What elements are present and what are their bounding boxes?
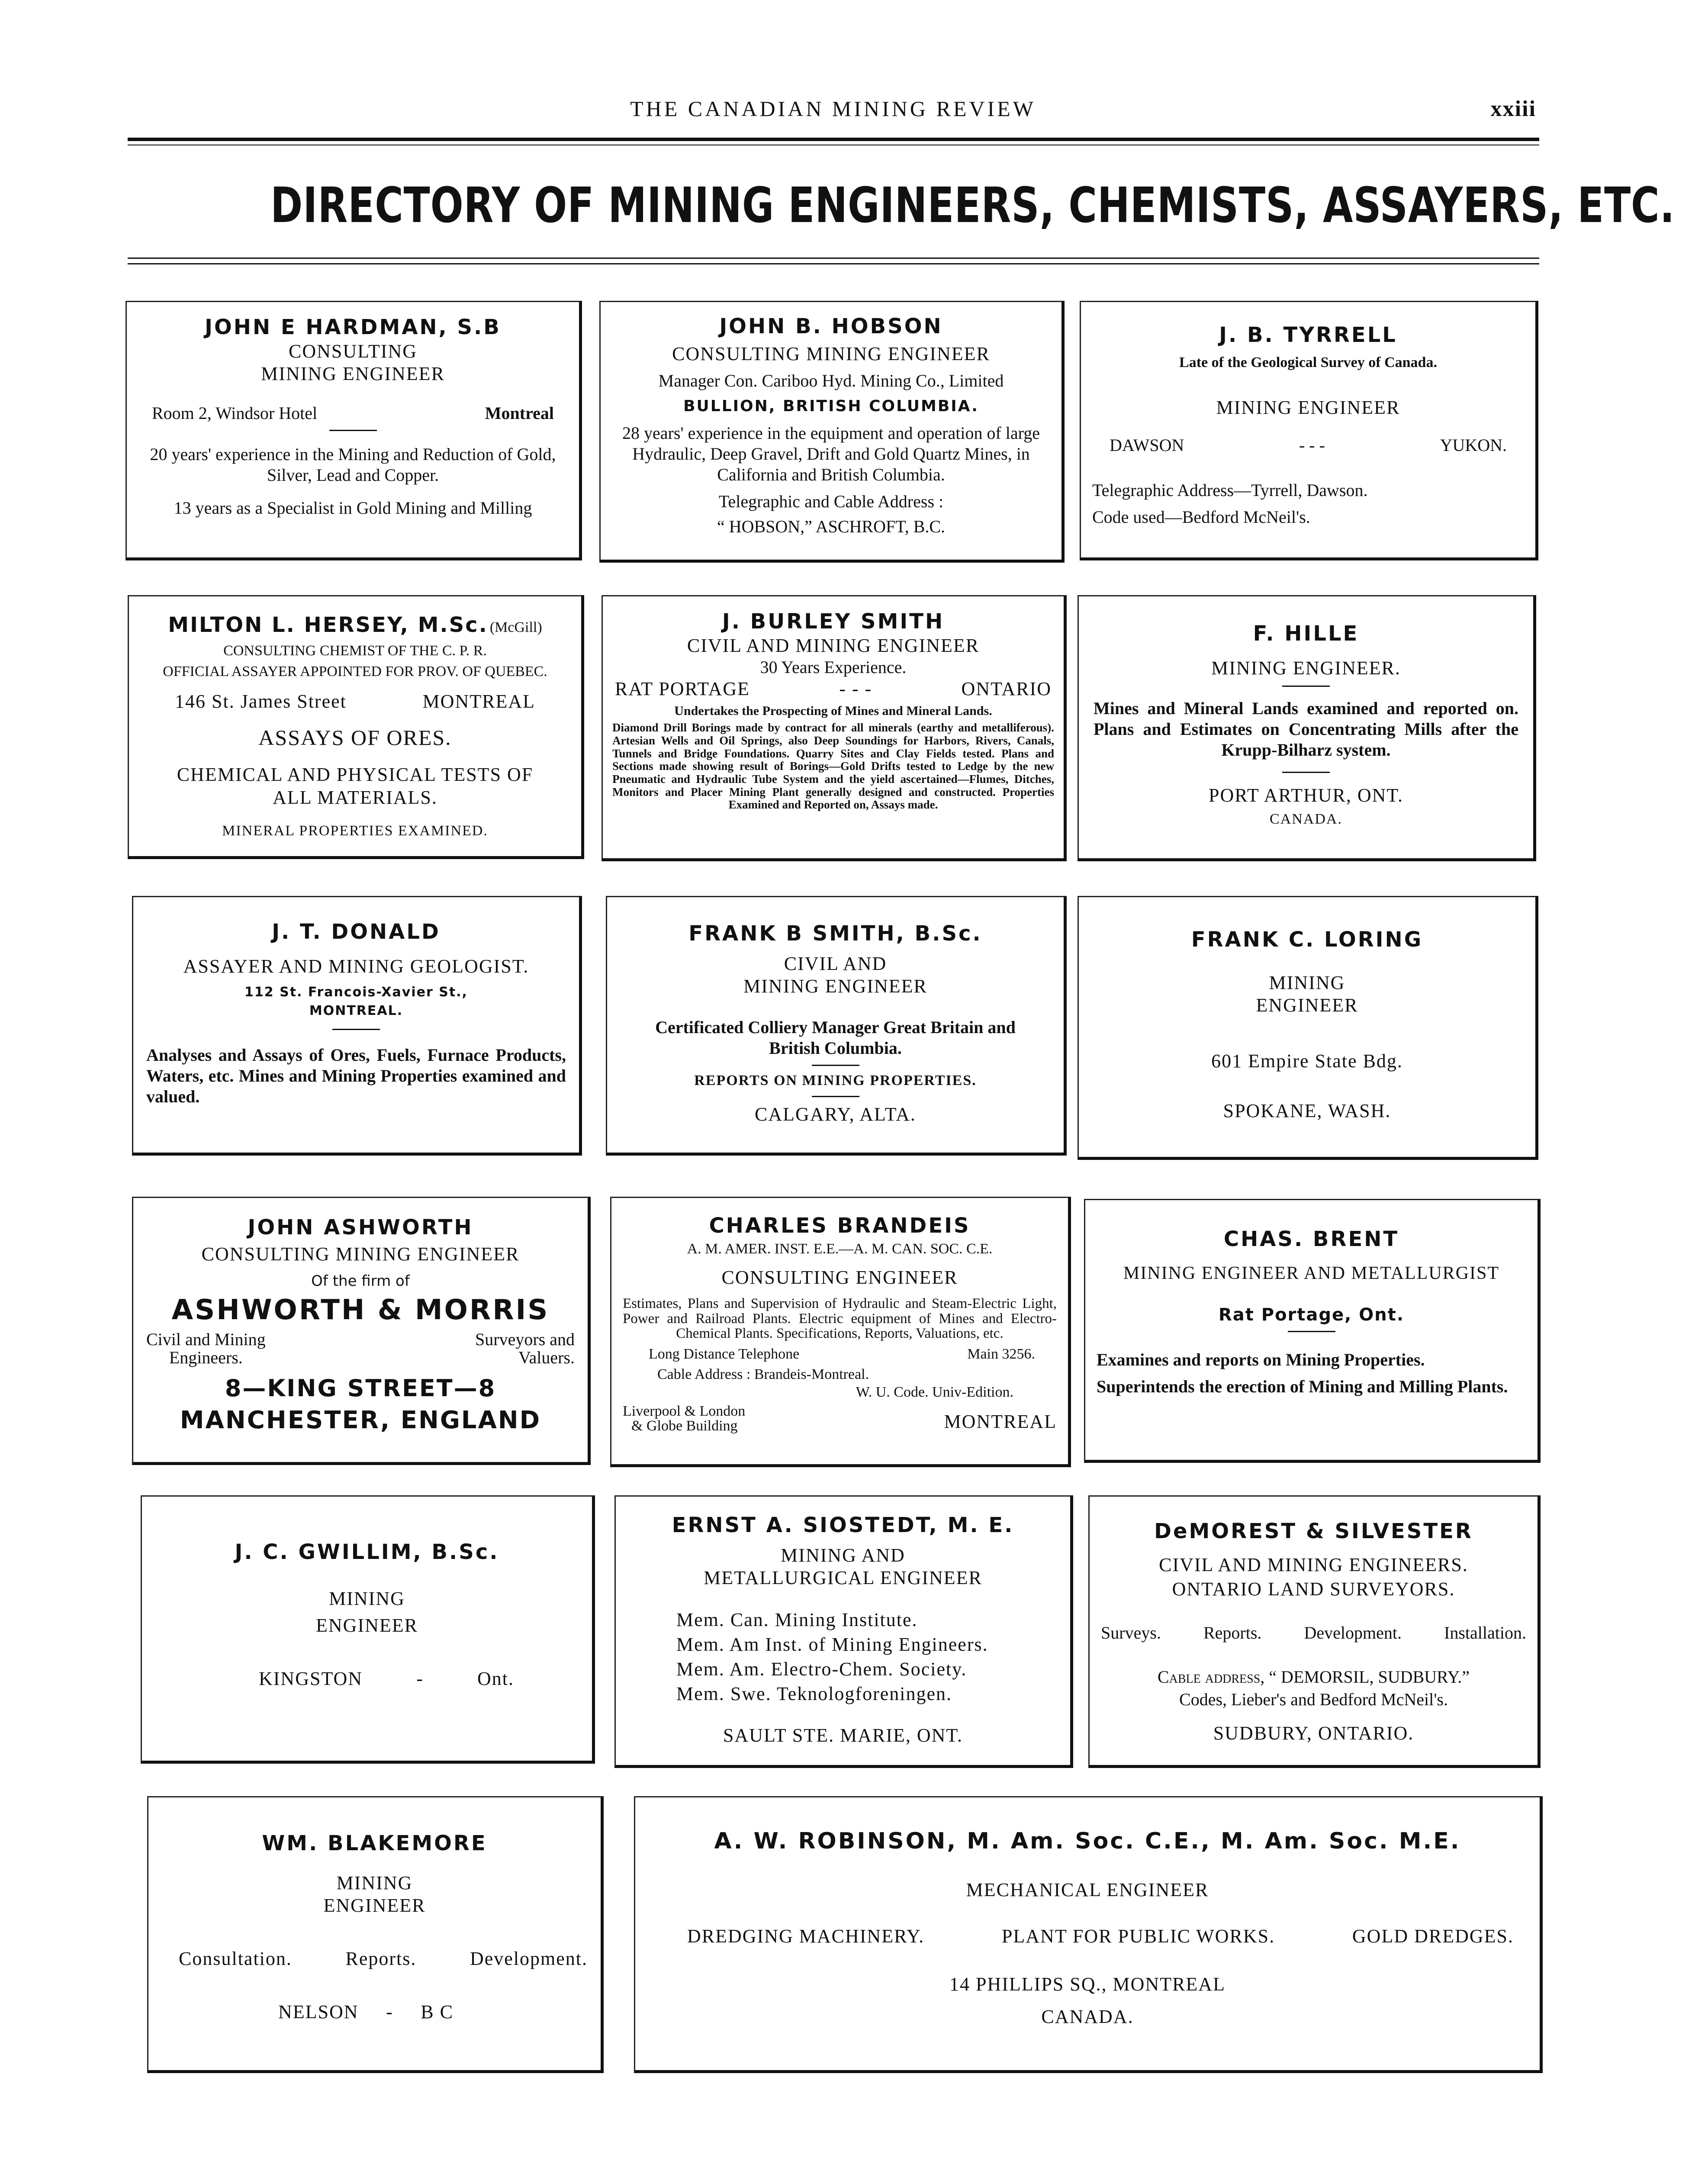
card-street: 112 St. Francois-Xavier St., xyxy=(244,985,468,1000)
card-title: CONSULTING ENGINEER xyxy=(721,1267,958,1288)
card-specialist: 13 years as a Specialist in Gold Mining and Milling xyxy=(174,498,532,518)
card-title: CIVIL AND MINING ENGINEERS. xyxy=(1159,1554,1468,1575)
card-membership: Mem. Am Inst. of Mining Engineers. xyxy=(676,1633,988,1655)
card-location-row xyxy=(612,678,1054,701)
card-name: J. B. TYRRELL xyxy=(1219,323,1397,347)
card-separator: - xyxy=(416,1668,424,1690)
card-brandeis xyxy=(610,1197,1071,1467)
card-street: 8—KING STREET—8 xyxy=(225,1375,496,1402)
card-role-line: Surveyors and xyxy=(475,1330,575,1349)
card-memberships: A. M. AMER. INST. E.E.—A. M. CAN. SOC. C.E. xyxy=(687,1240,993,1257)
card-country: CANADA. xyxy=(1041,2006,1134,2027)
card-cable-label: Telegraphic and Cable Address : xyxy=(718,492,944,512)
card-province: B C xyxy=(421,2001,454,2022)
card-title: ENGINEER xyxy=(316,1615,418,1636)
card-city: KINGSTON xyxy=(259,1668,363,1690)
card-title: ENGINEER xyxy=(1256,995,1358,1016)
divider xyxy=(1282,772,1330,773)
card-robinson xyxy=(634,1796,1543,2073)
card-city: PORT ARTHUR, ONT. xyxy=(1208,785,1404,806)
card-title: MINING AND xyxy=(781,1544,905,1566)
card-title: CONSULTING MINING ENGINEER xyxy=(201,1243,520,1265)
card-title: ONTARIO LAND SURVEYORS. xyxy=(1172,1578,1455,1600)
card-building-line: & Globe Building xyxy=(631,1417,738,1434)
card-building-line: Liverpool & London xyxy=(623,1403,746,1419)
card-location: Rat Portage, Ont. xyxy=(1218,1304,1405,1325)
card-address: 14 PHILLIPS SQ., MONTREAL xyxy=(949,1973,1226,1995)
card-loring xyxy=(1078,896,1538,1160)
card-firm-label: Of the firm of xyxy=(311,1272,410,1290)
running-header xyxy=(130,96,1536,126)
card-city: DAWSON xyxy=(1110,435,1184,455)
card-title: ASSAYER AND MINING GEOLOGIST. xyxy=(183,955,529,977)
card-line: Superintends the erection of Mining and Milling Plants. xyxy=(1097,1376,1508,1396)
card-demorest xyxy=(1088,1495,1541,1768)
card-title: ENGINEER xyxy=(323,1895,426,1916)
card-location-row xyxy=(161,2001,588,2024)
card-codes: Codes, Lieber's and Bedford McNeil's. xyxy=(1179,1690,1448,1710)
card-assays: ASSAYS OF ORES. xyxy=(258,725,452,750)
divider xyxy=(1282,686,1330,687)
card-city: NELSON xyxy=(278,2001,359,2022)
card-role-line: Valuers. xyxy=(518,1348,575,1368)
card-hobson xyxy=(599,301,1065,563)
card-service: Reports. xyxy=(345,1948,417,1970)
card-role-left xyxy=(146,1330,266,1367)
card-name: CHARLES BRANDEIS xyxy=(709,1214,971,1238)
card-address-row xyxy=(140,690,570,713)
divider xyxy=(812,1065,859,1066)
card-title: MINING xyxy=(336,1872,413,1894)
card-location: BULLION, BRITISH COLUMBIA. xyxy=(683,397,979,415)
card-position: Manager Con. Cariboo Hyd. Mining Co., Limited xyxy=(658,371,1004,391)
card-tyrrell xyxy=(1080,301,1538,560)
card-territory: YUKON. xyxy=(1440,435,1507,455)
card-name: F. HILLE xyxy=(1253,622,1359,646)
card-frank-smith xyxy=(606,896,1067,1156)
card-title: MINING ENGINEER xyxy=(1216,397,1400,419)
card-title: CONSULTING xyxy=(288,340,418,362)
card-firm-roles xyxy=(146,1330,575,1367)
card-name: JOHN ASHWORTH xyxy=(248,1215,473,1240)
card-address: Room 2, Windsor Hotel xyxy=(152,403,318,423)
card-title: CIVIL AND MINING ENGINEER xyxy=(687,634,980,656)
card-building-row xyxy=(623,1404,1057,1433)
card-city: SAULT STE. MARIE, ONT. xyxy=(723,1725,963,1746)
card-undertakes: Undertakes the Prospecting of Mines and Mineral Lands. xyxy=(674,704,992,718)
card-name: JOHN E HARDMAN, S.B xyxy=(205,315,501,339)
card-burley-smith xyxy=(601,595,1067,861)
card-title: MINING ENGINEER AND METALLURGIST xyxy=(1123,1263,1500,1283)
header-rule xyxy=(128,138,1539,145)
card-telephone-row xyxy=(623,1346,1057,1363)
page-number: xxiii xyxy=(1490,97,1536,121)
card-hardman xyxy=(125,301,582,560)
card-degree-note: (McGill) xyxy=(489,619,542,635)
card-title: MINING xyxy=(329,1588,405,1609)
card-line: Examines and reports on Mining Properties. xyxy=(1097,1349,1425,1369)
card-role-right xyxy=(475,1330,575,1367)
card-city: MONTREAL xyxy=(944,1410,1057,1432)
card-separator: - - - xyxy=(1299,435,1325,455)
card-city: MANCHESTER, ENGLAND xyxy=(180,1406,541,1435)
card-siostedt xyxy=(614,1495,1073,1768)
card-service: Development. xyxy=(470,1948,588,1970)
card-name: FRANK B SMITH, B.Sc. xyxy=(688,921,982,946)
card-role-line: Civil and Mining xyxy=(146,1330,266,1349)
card-reports: REPORTS ON MINING PROPERTIES. xyxy=(694,1072,977,1089)
card-former: Late of the Geological Survey of Canada. xyxy=(1179,354,1437,370)
card-city: MONTREAL. xyxy=(309,1003,403,1019)
card-town: RAT PORTAGE xyxy=(615,678,750,700)
card-body: Analyses and Assays of Ores, Fuels, Furnace Products, Waters, etc. Mines and Mining Properties examined and valued. xyxy=(146,1045,566,1107)
card-telephone: Main 3256. xyxy=(967,1346,1035,1362)
card-city: SUDBURY, ONTARIO. xyxy=(1213,1723,1414,1744)
card-title: MINING xyxy=(1269,972,1345,993)
card-city: CALGARY, ALTA. xyxy=(755,1103,916,1125)
card-telephone-label: Long Distance Telephone xyxy=(649,1346,800,1362)
title-rule xyxy=(128,258,1539,264)
divider xyxy=(812,1096,859,1097)
card-address-row xyxy=(139,403,567,424)
card-location-row xyxy=(155,1668,579,1691)
card-certificate: Certificated Colliery Manager Great Britain and British Columbia. xyxy=(655,1018,1016,1058)
card-title: MINING ENGINEER xyxy=(261,363,445,385)
card-services: Diamond Drill Borings made by contract for all minerals (earthy and metalliferous). Artesian Wells and Oil Springs, also Deep Soundings for Harbors, Rivers, Canals, Tunnels and Bridge Foundations. Quarry Sites and Clay Fields tested. Plans and Sections made showing result of Borings—Gold Drifts tested to Ledge by the new Pneumatic and Hydraulic Tube System and the yield ascertained—Flumes, Ditches, Monitors and Placer Mining Plant generally designed and constructed. Properties Examined and Reported on, Assays made. xyxy=(612,721,1054,812)
card-name: J. T. DONALD xyxy=(272,920,441,944)
card-role-line: Engineers. xyxy=(169,1348,243,1368)
card-title: MINING ENGINEER. xyxy=(1211,657,1401,679)
card-name: MILTON L. HERSEY, M.Sc. xyxy=(168,613,488,637)
card-country: CANADA. xyxy=(1270,811,1342,828)
card-city: MONTREAL xyxy=(422,691,535,712)
card-specialty: GOLD DREDGES. xyxy=(1352,1926,1514,1947)
card-service: Reports. xyxy=(1203,1623,1262,1643)
card-membership: Mem. Am. Electro-Chem. Society. xyxy=(676,1658,967,1680)
card-cable: Cable Address : Brandeis-Montreal. xyxy=(657,1366,869,1382)
card-name: FRANK C. LORING xyxy=(1191,927,1423,952)
card-city: Montreal xyxy=(485,403,554,423)
card-service: Development. xyxy=(1304,1623,1402,1643)
card-cable: Cable address, “ DEMORSIL, SUDBURY.” xyxy=(1157,1667,1470,1687)
card-location-row xyxy=(1092,435,1524,456)
card-services-row xyxy=(1101,1623,1526,1643)
card-title: CIVIL AND xyxy=(784,953,887,974)
card-service: Surveys. xyxy=(1101,1623,1161,1643)
card-brent xyxy=(1084,1199,1541,1463)
card-service: Installation. xyxy=(1444,1623,1526,1643)
card-address: 601 Empire State Bdg. xyxy=(1211,1050,1403,1072)
card-province: ONTARIO xyxy=(961,678,1052,700)
card-hersey xyxy=(128,595,584,859)
card-line: CONSULTING CHEMIST OF THE C. P. R. xyxy=(223,642,487,659)
card-separator: - - - xyxy=(839,678,872,700)
card-specialty: DREDGING MACHINERY. xyxy=(687,1926,925,1947)
card-telegraphic: Telegraphic Address—Tyrrell, Dawson. xyxy=(1092,480,1368,500)
card-code: Code used—Bedford McNeil's. xyxy=(1092,507,1310,527)
card-address: 146 St. James Street xyxy=(175,691,347,712)
card-name: A. W. ROBINSON, M. Am. Soc. C.E., M. Am. Soc. M.E. xyxy=(714,1828,1461,1854)
card-title: CONSULTING MINING ENGINEER xyxy=(672,343,990,364)
card-name: J. BURLEY SMITH xyxy=(722,609,945,634)
running-title: THE CANADIAN MINING REVIEW xyxy=(630,97,1036,121)
card-membership: Mem. Can. Mining Institute. xyxy=(676,1609,918,1631)
card-code: W. U. Code. Univ-Edition. xyxy=(856,1384,1013,1400)
card-specialty: PLANT FOR PUBLIC WORKS. xyxy=(1001,1926,1275,1947)
card-name: ERNST A. SIOSTEDT, M. E. xyxy=(672,1513,1014,1537)
card-separator: - xyxy=(386,2001,393,2022)
card-specialties-row xyxy=(657,1925,1518,1948)
card-line: OFFICIAL ASSAYER APPOINTED FOR PROV. OF QUEBEC. xyxy=(163,663,547,680)
card-name: CHAS. BRENT xyxy=(1223,1227,1399,1251)
divider xyxy=(1288,1331,1335,1332)
divider xyxy=(329,430,377,431)
card-tests: CHEMICAL AND PHYSICAL TESTS OF ALL MATERIALS. xyxy=(177,763,534,808)
card-donald xyxy=(132,896,582,1156)
card-experience: 30 Years Experience. xyxy=(760,657,907,677)
card-firm: ASHWORTH & MORRIS xyxy=(171,1294,550,1327)
card-building xyxy=(623,1404,745,1433)
card-hille xyxy=(1078,595,1536,861)
card-name: J. C. GWILLIM, B.Sc. xyxy=(235,1540,499,1564)
card-membership: Mem. Swe. Teknologforeningen. xyxy=(676,1683,952,1704)
card-title: MECHANICAL ENGINEER xyxy=(966,1879,1209,1901)
card-experience: 20 years' experience in the Mining and Reduction of Gold, Silver, Lead and Copper. xyxy=(150,444,556,485)
card-name: JOHN B. HOBSON xyxy=(719,314,943,338)
divider xyxy=(332,1029,380,1030)
card-title: METALLURGICAL ENGINEER xyxy=(704,1567,982,1589)
card-name: WM. BLAKEMORE xyxy=(262,1831,487,1855)
card-gwillim xyxy=(141,1495,595,1764)
card-blakemore xyxy=(147,1796,604,2073)
card-properties: MINERAL PROPERTIES EXAMINED. xyxy=(222,822,488,839)
card-title: MINING ENGINEER xyxy=(743,976,927,997)
card-province: Ont. xyxy=(477,1668,514,1690)
card-memberships xyxy=(629,1609,1057,1705)
card-service: Consultation. xyxy=(179,1948,292,1970)
card-services: Estimates, Plans and Supervision of Hydraulic and Steam-Electric Light, Power and Railroad Plants. Electric equipment of Mines and Electro-Chemical Plants. Specifications, Reports, Valuations, etc. xyxy=(623,1296,1057,1342)
card-services-row xyxy=(161,1948,588,1971)
card-name: DeMOREST & SILVESTER xyxy=(1154,1519,1473,1543)
card-name-row xyxy=(140,613,570,638)
card-ashworth xyxy=(132,1197,591,1465)
directory-title: DIRECTORY OF MINING ENGINEERS, CHEMISTS, ASSAYERS, ETC. xyxy=(270,177,1675,234)
card-city: SPOKANE, WASH. xyxy=(1223,1100,1391,1121)
card-cable: “ HOBSON,” ASCHROFT, B.C. xyxy=(717,517,946,537)
card-experience: 28 years' experience in the equipment and operation of large Hydraulic, Deep Gravel, Drift and Gold Quartz Mines, in California and British Columbia. xyxy=(622,423,1040,485)
card-body: Mines and Mineral Lands examined and reported on. Plans and Estimates on Concentrating Mills after the Krupp-Bilharz system. xyxy=(1094,699,1518,760)
